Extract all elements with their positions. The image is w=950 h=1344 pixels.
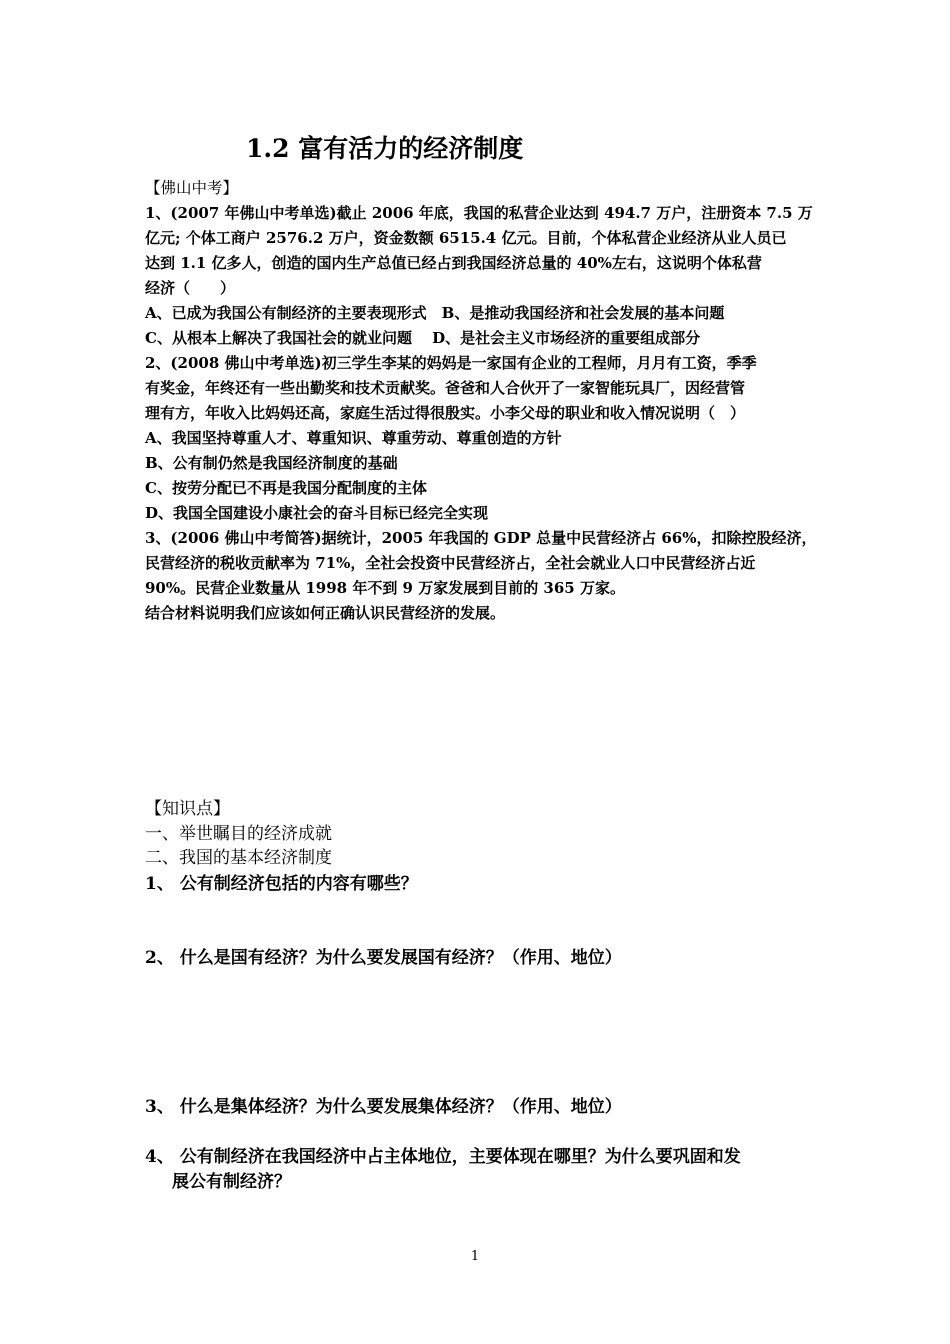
question-2-option: A、我国坚持尊重人才、尊重知识、尊重劳动、尊重创造的方针 (145, 429, 562, 447)
knowledge-section-heading: 【知识点】 (145, 799, 230, 819)
knowledge-section (145, 797, 817, 871)
knowledge-question-3: 3、 什么是集体经济？为什么要发展集体经济？（作用、地位） (145, 1097, 622, 1117)
page-number: 1 (470, 1249, 480, 1264)
knowledge-question-1: 1、 公有制经济包括的内容有哪些？ (145, 874, 418, 894)
knowledge-question-4-continuation: 展公有制经济？ (172, 1172, 291, 1192)
knowledge-item: 二、我国的基本经济制度 (145, 848, 332, 868)
knowledge-question-4: 4、 公有制经济在我国经济中占主体地位，主要体现在哪里？为什么要巩固和发 (145, 1147, 741, 1167)
question-3-line: 3、(2006 佛山中考简答)据统计，2005 年我国的 GDP 总量中民营经济占 66%，扣除控股经济， (145, 529, 817, 547)
question-1-line: 经济（ ） (145, 279, 236, 297)
exam-section (145, 176, 817, 626)
question-1-option: C、从根本上解决了我国社会的就业问题 D、是社会主义市场经济的重要组成部分 (145, 329, 701, 347)
question-3-line: 90%。民营企业数量从 1998 年不到 9 万家发展到目前的 365 万家。 (145, 579, 625, 597)
question-3-line: 民营经济的税收贡献率为 71%，全社会投资中民营经济占，全社会就业人口中民营经济占近 (145, 554, 756, 572)
question-2-option: C、按劳分配已不再是我国分配制度的主体 (145, 479, 427, 497)
question-1-option: A、已成为我国公有制经济的主要表现形式 B、是推动我国经济和社会发展的基本问题 (145, 304, 725, 322)
knowledge-item: 一、举世瞩目的经济成就 (145, 823, 332, 844)
knowledge-question-2: 2、 什么是国有经济？为什么要发展国有经济？（作用、地位） (145, 948, 622, 968)
question-1-line: 1、(2007 年佛山中考单选)截止 2006 年底，我国的私营企业达到 494.7 万户，注册资本 7.5 万 (145, 204, 813, 222)
question-2-line: 有奖金，年终还有一些出勤奖和技术贡献奖。爸爸和人合伙开了一家智能玩具厂，因经营管 (145, 379, 746, 397)
question-2-option: D、我国全国建设小康社会的奋斗目标已经完全实现 (145, 504, 489, 522)
question-1-line: 达到 1.1 亿多人，创造的国内生产总值已经占到我国经济总量的 40%左右，这说明个体私营 (145, 254, 762, 272)
question-3-line: 结合材料说明我们应该如何正确认识民营经济的发展。 (145, 604, 506, 622)
exam-section-heading: 【佛山中考】 (145, 179, 239, 197)
question-2-option: B、公有制仍然是我国经济制度的基础 (145, 454, 398, 472)
question-2-line: 2、(2008 佛山中考单选)初三学生李某的妈妈是一家国有企业的工程师，月月有工资，季季 (145, 354, 757, 372)
page-title: 1.2 富有活力的经济制度 (246, 134, 524, 163)
question-2-line: 理有方，年收入比妈妈还高，家庭生活过得很殷实。小李父母的职业和收入情况说明（ ） (145, 404, 746, 422)
question-1-line: 亿元; 个体工商户 2576.2 万户，资金数额 6515.4 亿元。目前，个体私营企业经济从业人员已 (145, 229, 787, 247)
